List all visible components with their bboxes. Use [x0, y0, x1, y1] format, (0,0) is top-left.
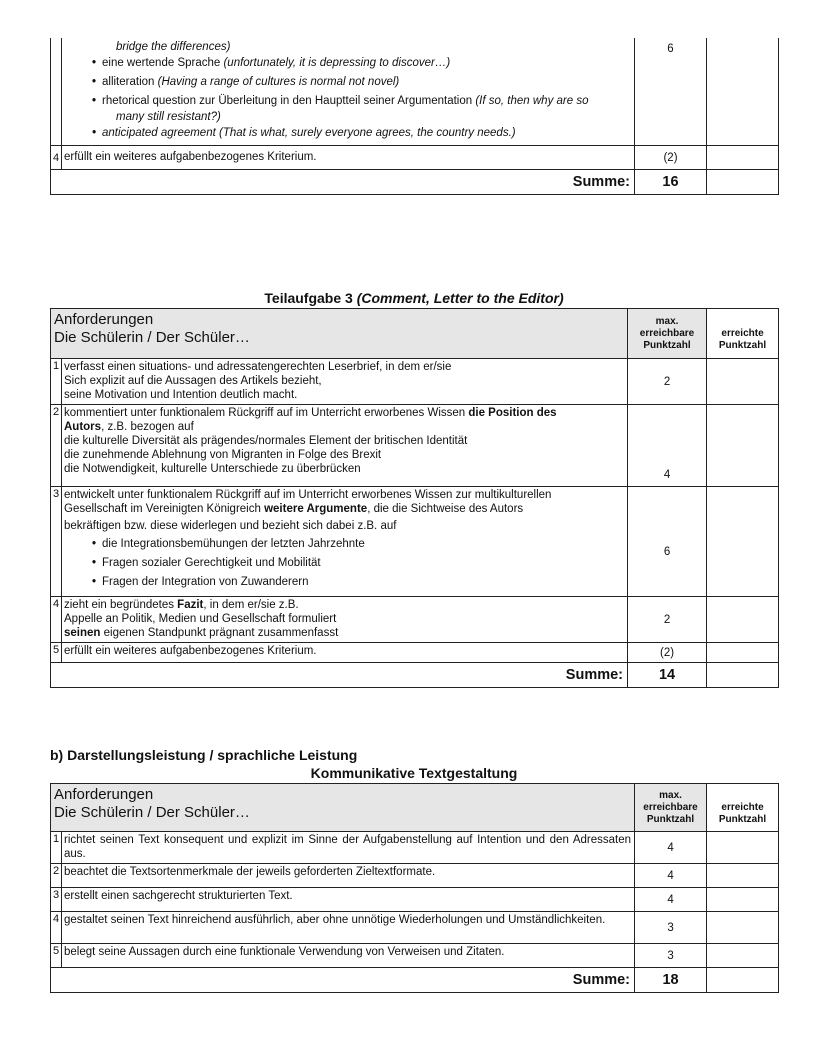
col-achieved-points: erreichte Punktzahl	[707, 309, 779, 359]
table-row	[51, 944, 779, 968]
continued-line: bridge the differences)	[116, 41, 231, 53]
header-row	[51, 784, 779, 832]
section-3-title: Teilaufgabe 3 (Comment, Letter to the Editor)	[264, 290, 564, 306]
bullet-list	[64, 124, 631, 143]
table-row	[51, 888, 779, 912]
sum-value: 14	[628, 663, 707, 688]
points-value: 3	[635, 944, 707, 968]
table-row	[51, 146, 779, 170]
points-value: 4	[635, 888, 707, 912]
row-text: beachtet die Textsortenmerkmale der jeweils geforderten Zieltextformate.	[62, 864, 635, 888]
sum-label: Summe:	[62, 968, 635, 993]
section-b-subheading: Kommunikative Textgestaltung	[310, 765, 518, 781]
header-sublabel: Die Schülerin / Der Schüler…	[54, 804, 250, 821]
row-number: 2	[51, 864, 62, 888]
row-number: 4	[51, 146, 62, 170]
bullet-list	[64, 54, 631, 108]
table-row	[51, 864, 779, 888]
col-achieved-points: erreichte Punktzahl	[707, 784, 779, 832]
header-sublabel: Die Schülerin / Der Schüler…	[54, 329, 250, 346]
row-text: richtet seinen Text konsequent und explizit im Sinne der Aufgabenstellung auf Intention und den Adressaten aus.	[62, 832, 635, 864]
row-number: 3	[51, 888, 62, 912]
sum-value: 18	[635, 968, 707, 993]
sum-row	[51, 170, 779, 195]
col-max-points: max. erreichbare Punktzahl	[628, 309, 707, 359]
col-max-points: max. erreichbare Punktzahl	[635, 784, 707, 832]
row-number: 4	[51, 597, 62, 643]
table-section-2-continued	[50, 38, 779, 195]
row-text: gestaltet seinen Text hinreichend ausführlich, aber ohne unnötige Wiederholungen und Umständlichkeiten.	[62, 912, 635, 944]
row-text: erfüllt ein weiteres aufgabenbezogenes Kriterium.	[62, 146, 635, 170]
sum-row	[51, 968, 779, 993]
header-label: Anforderungen	[54, 786, 154, 803]
points-value: 3	[635, 912, 707, 944]
points-value: 4	[635, 832, 707, 864]
list-item: • die Integrationsbemühungen der letzten Jahrzehnte	[102, 535, 624, 554]
table-row	[51, 643, 779, 663]
row-text: erfüllt ein weiteres aufgabenbezogenes Kriterium.	[62, 643, 628, 663]
table-row: 3 entwickelt unter funktionalem Rückgriff auf im Unterricht erworbenes Wissen zur multikulturellen Gesellschaft im Vereinigten Königreich weitere Argumente, die die Sichtweise des Autors bekräftigen bzw. diese widerlegen und bezieht sich dabei z.B. auf • die Integrationsbemühungen der letzten Jahrzehnte • Fragen sozialer Gerechtigkeit und Mobilität • Fragen der Integration von Zuwanderern 6	[51, 487, 779, 597]
row-number: 2	[51, 405, 62, 487]
row-text: belegt seine Aussagen durch eine funktionale Verwendung von Verweisen und Zitaten.	[62, 944, 635, 968]
bullet-list	[64, 533, 624, 592]
list-item: • Fragen der Integration von Zuwanderern	[102, 573, 624, 592]
table-row: 2 kommentiert unter funktionalem Rückgriff auf im Unterricht erworbenes Wissen die Position des Autors, z.B. bezogen auf die kulturelle Diversität als prägendes/normales Element der britischen Identität die zunehmende Ablehnung von Migranten in Folge des Brexit die Notwendigkeit, kulturelle Unterschiede zu überbrücken 4	[51, 405, 779, 487]
points-value: 4	[635, 864, 707, 888]
points-value: 6	[667, 43, 674, 55]
row-number: 5	[51, 643, 62, 663]
sum-row	[51, 663, 779, 688]
list-item: • anticipated agreement (That is what, surely everyone agrees, the country needs.)	[102, 124, 631, 143]
list-item: • alliteration (Having a range of cultures is normal not novel)	[102, 73, 631, 92]
table-section-3	[50, 308, 779, 688]
header-label: Anforderungen	[54, 311, 154, 328]
table-row: 4 zieht ein begründetes Fazit, in dem er/sie z.B. Appelle an Politik, Medien und Gesellschaft formuliert seinen eigenen Standpunkt prägnant zusammenfasst 2	[51, 597, 779, 643]
list-item: • eine wertende Sprache (unfortunately, it is depressing to discover…)	[102, 54, 631, 73]
row-number: 1	[51, 359, 62, 405]
points-value: 2	[628, 359, 707, 405]
table-row: 1 verfasst einen situations- und adressatengerechten Leserbrief, in dem er/sie Sich explizit auf die Aussagen des Artikels bezieht, seine Motivation und Intention deutlich macht. 2	[51, 359, 779, 405]
header-row	[51, 309, 779, 359]
table-section-b	[50, 783, 779, 993]
continued-line: many still resistant?)	[116, 111, 221, 123]
sum-label: Summe:	[62, 663, 628, 688]
row-number: 4	[51, 912, 62, 944]
row-number: 5	[51, 944, 62, 968]
list-item: • Fragen sozialer Gerechtigkeit und Mobilität	[102, 554, 624, 573]
points-value: 4	[628, 405, 707, 487]
points-value: 2	[628, 597, 707, 643]
table-row	[51, 38, 779, 146]
row-number: 1	[51, 832, 62, 864]
table-row	[51, 912, 779, 944]
row-text: erstellt einen sachgerecht strukturierten Text.	[62, 888, 635, 912]
points-value: (2)	[628, 643, 707, 663]
sum-label: Summe:	[62, 170, 635, 195]
row-number: 3	[51, 487, 62, 597]
points-value: (2)	[635, 146, 707, 170]
list-item: • rhetorical question zur Überleitung in den Hauptteil seiner Argumentation (If so, then why are so	[102, 92, 631, 108]
section-b-heading: b) Darstellungsleistung / sprachliche Leistung	[50, 747, 358, 763]
sum-value: 16	[635, 170, 707, 195]
table-row	[51, 832, 779, 864]
points-value: 6	[628, 487, 707, 597]
